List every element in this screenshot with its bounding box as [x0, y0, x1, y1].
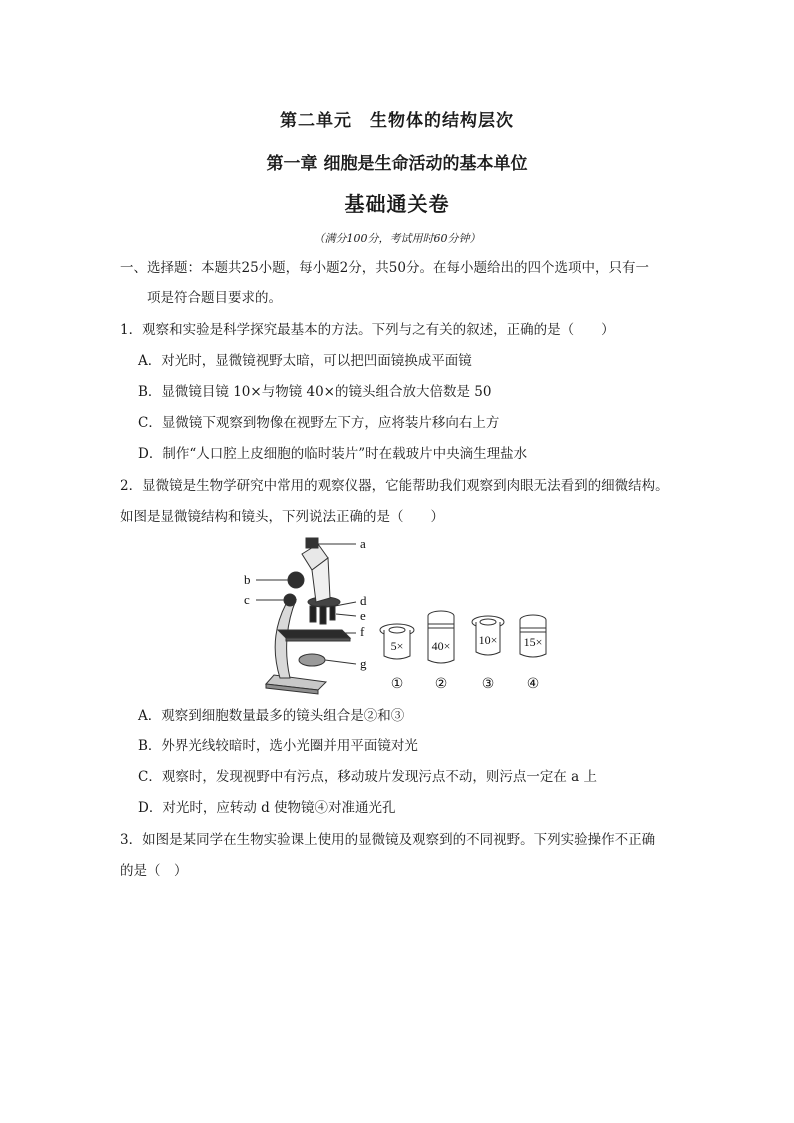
lens-number-1: ①	[390, 676, 404, 692]
label-e: e	[360, 608, 366, 623]
question-2-option-b: B．外界光线较暗时，选小光圈并用平面镜对光	[138, 738, 418, 754]
label-a: a	[360, 536, 366, 551]
question-1-option-b: B．显微镜目镜 10×与物镜 40×的镜头组合放大倍数是 50	[138, 384, 492, 400]
lens-number-3: ③	[481, 676, 495, 692]
lens-4-magnification: 15×	[523, 635, 543, 649]
chapter-title: 第一章 细胞是生命活动的基本单位	[266, 154, 528, 174]
question-3-stem-line1: 3．如图是某同学在生物实验课上使用的显微镜及观察到的不同视野。下列实验操作不正确	[120, 832, 656, 848]
microscope-figure	[238, 532, 568, 702]
section-instructions-line1: 一、选择题：本题共25小题，每小题2分，共50分。在每小题给出的四个选项中，只有一	[120, 260, 649, 276]
question-3-stem-line2: 的是（ ）	[120, 863, 188, 879]
section-instructions-line2: 项是符合题目要求的。	[147, 290, 282, 306]
paper-title: 基础通关卷	[344, 192, 450, 216]
lens-2-objective	[428, 611, 454, 663]
lens-number-labels	[391, 676, 540, 692]
label-d: d	[360, 593, 367, 608]
lens-1-magnification: 5×	[390, 639, 404, 653]
question-2-option-a: A．观察到细胞数量最多的镜头组合是②和③	[138, 708, 405, 724]
label-b: b	[244, 572, 251, 587]
label-f: f	[360, 624, 365, 639]
question-1-option-d: D．制作“人口腔上皮细胞的临时装片”时在载玻片中央滴生理盐水	[138, 446, 528, 462]
question-1-option-a: A．对光时，显微镜视野太暗，可以把凹面镜换成平面镜	[138, 353, 472, 369]
exam-note: （满分100分，考试用时60分钟）	[313, 232, 481, 245]
lens-3-magnification: 10×	[478, 633, 498, 647]
question-2-stem-line1: 2．显微镜是生物学研究中常用的观察仪器，它能帮助我们观察到肉眼无法看到的细微结构。	[120, 478, 669, 494]
question-1-stem: 1．观察和实验是科学探究最基本的方法。下列与之有关的叙述，正确的是（ ）	[120, 322, 615, 338]
lens-number-2: ②	[434, 676, 448, 692]
lens-number-4: ④	[526, 676, 540, 692]
question-2-stem-line2: 如图是显微镜结构和镜头，下列说法正确的是（ ）	[120, 509, 444, 525]
question-1-option-c: C．显微镜下观察到物像在视野左下方，应将装片移向右上方	[138, 415, 500, 431]
microscope-illustration	[256, 538, 356, 694]
label-g: g	[360, 656, 367, 671]
unit-title: 第二单元 生物体的结构层次	[280, 111, 514, 131]
lens-2-magnification: 40×	[431, 639, 451, 653]
question-2-option-c: C．观察时，发现视野中有污点，移动玻片发现污点不动，则污点一定在 a 上	[138, 769, 597, 785]
label-c: c	[244, 592, 250, 607]
question-2-option-d: D．对光时，应转动 d 使物镜④对准通光孔	[138, 800, 396, 816]
